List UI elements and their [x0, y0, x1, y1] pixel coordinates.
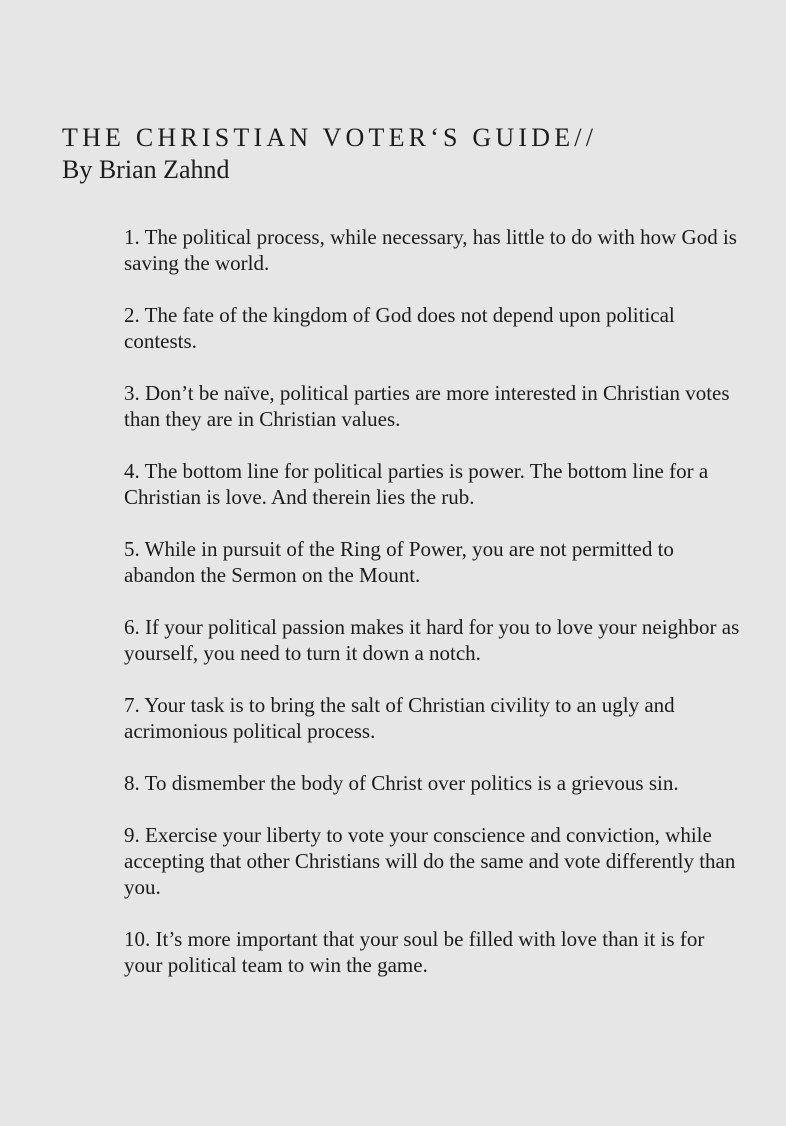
item-number: 9. — [124, 823, 140, 847]
list-item — [124, 458, 744, 510]
item-text: The political process, while necessary, has little to do with how God is saving the world. — [124, 225, 737, 275]
list-item — [124, 614, 744, 666]
item-text: Exercise your liberty to vote your conscience and conviction, while accepting that other Christians will do the same and vote differently than you. — [124, 823, 736, 899]
item-number: 8. — [124, 771, 140, 795]
item-text: If your political passion makes it hard for you to love your neighbor as yourself, you need to turn it down a notch. — [124, 615, 740, 665]
list-item — [124, 770, 744, 796]
item-text: The bottom line for political parties is power. The bottom line for a Christian is love. And therein lies the rub. — [124, 459, 709, 509]
item-number: 2. — [124, 303, 140, 327]
item-text: Don’t be naïve, political parties are more interested in Christian votes than they are in Christian values. — [124, 381, 730, 431]
list-item — [124, 536, 744, 588]
document-title: THE CHRISTIAN VOTER‘S GUIDE// — [62, 123, 598, 152]
list-item — [124, 822, 744, 900]
item-number: 1. — [124, 225, 140, 249]
item-text: While in pursuit of the Ring of Power, you are not permitted to abandon the Sermon on the Mount. — [124, 537, 674, 587]
author-byline: By Brian Zahnd — [62, 155, 230, 184]
item-text: The fate of the kingdom of God does not depend upon political contests. — [124, 303, 675, 353]
list-item — [124, 302, 744, 354]
list-item — [124, 926, 744, 978]
item-number: 5. — [124, 537, 140, 561]
item-number: 4. — [124, 459, 140, 483]
item-number: 10. — [124, 927, 151, 951]
list-item — [124, 224, 744, 276]
list-item — [124, 380, 744, 432]
item-number: 3. — [124, 381, 140, 405]
guide-list — [124, 224, 744, 1004]
item-text: To dismember the body of Christ over politics is a grievous sin. — [144, 771, 679, 795]
item-number: 7. — [124, 693, 140, 717]
item-text: It’s more important that your soul be filled with love than it is for your political team to win the game. — [124, 927, 705, 977]
item-number: 6. — [124, 615, 140, 639]
list-item — [124, 692, 744, 744]
item-text: Your task is to bring the salt of Christian civility to an ugly and acrimonious political process. — [124, 693, 675, 743]
